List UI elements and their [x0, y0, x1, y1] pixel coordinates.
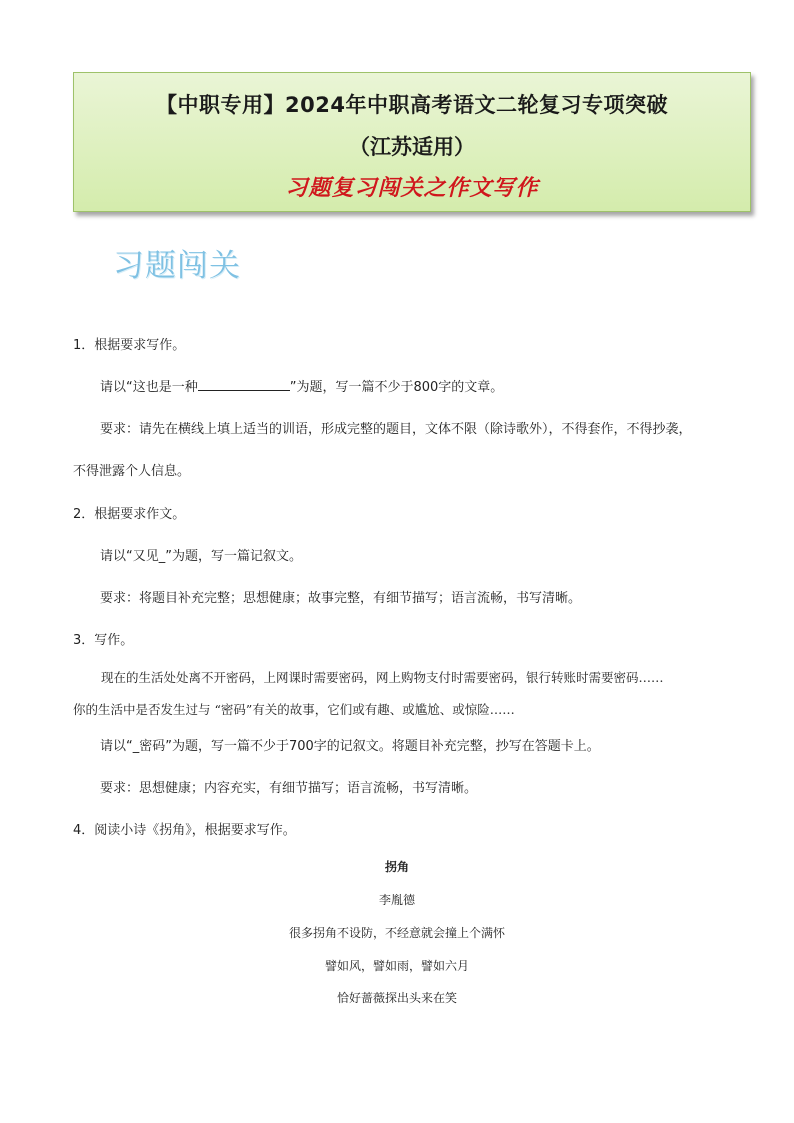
banner-subtitle: 习题复习闯关之作文写作	[285, 176, 539, 201]
q3-material-line2: 你的生活中是否发生过与 “密码”有关的故事，它们或有趣、或尴尬、或惊险……	[73, 702, 515, 717]
banner-title-line1: 【中职专用】2024年中职高考语文二轮复习专项突破	[156, 93, 668, 117]
poem-line: 很多拐角不设防，不经意就会撞上个满怀	[288, 926, 505, 940]
poem-line: 恰好蔷薇探出头来在笑	[336, 991, 457, 1005]
q2-requirement: 要求：将题目补充完整；思想健康；故事完整，有细节描写；语言流畅，书写清晰。	[100, 591, 582, 606]
q4-heading: 4．阅读小诗《拐角》，根据要求写作。	[73, 823, 296, 838]
q2-heading: 2．根据要求作文。	[73, 507, 186, 522]
q1-requirement-cont: 不得泄露个人信息。	[73, 464, 191, 479]
poem-author: 李胤德	[378, 893, 415, 907]
q3-heading: 3．写作。	[73, 633, 134, 648]
title-banner	[73, 72, 751, 212]
poem-title: 拐角	[384, 860, 409, 874]
q1-prompt-end: ”为题，写一篇不少于800字的文章。	[289, 380, 504, 395]
q2-prompt: 请以“又见_”为题，写一篇记叙文。	[100, 549, 302, 564]
banner-title-line2: （江苏适用）	[349, 135, 475, 159]
q3-prompt: 请以“_密码”为题，写一篇不少于700字的记叙文。将题目补充完整，抄写在答题卡上。	[100, 739, 600, 754]
poem-line: 譬如风，譬如雨，譬如六月	[324, 959, 469, 973]
q1-requirement: 要求：请先在横线上填上适当的训语，形成完整的题目，文体不限（除诗歌外），不得套作，不得抄袭，	[100, 422, 692, 437]
section-title-text: 习题闯关	[113, 248, 241, 284]
section-title	[113, 240, 241, 285]
q1-heading: 1．根据要求写作。	[73, 338, 186, 353]
q1-prompt	[100, 378, 503, 396]
q3-material-line1: 现在的生活处处离不开密码，上网课时需要密码，网上购物支付时需要密码，银行转账时需要密码……	[101, 670, 664, 685]
q1-blank-line	[198, 378, 290, 391]
q1-prompt-start: 请以“这也是一种	[100, 380, 198, 395]
q3-requirement: 要求：思想健康；内容充实，有细节描写；语言流畅，书写清晰。	[100, 781, 478, 796]
